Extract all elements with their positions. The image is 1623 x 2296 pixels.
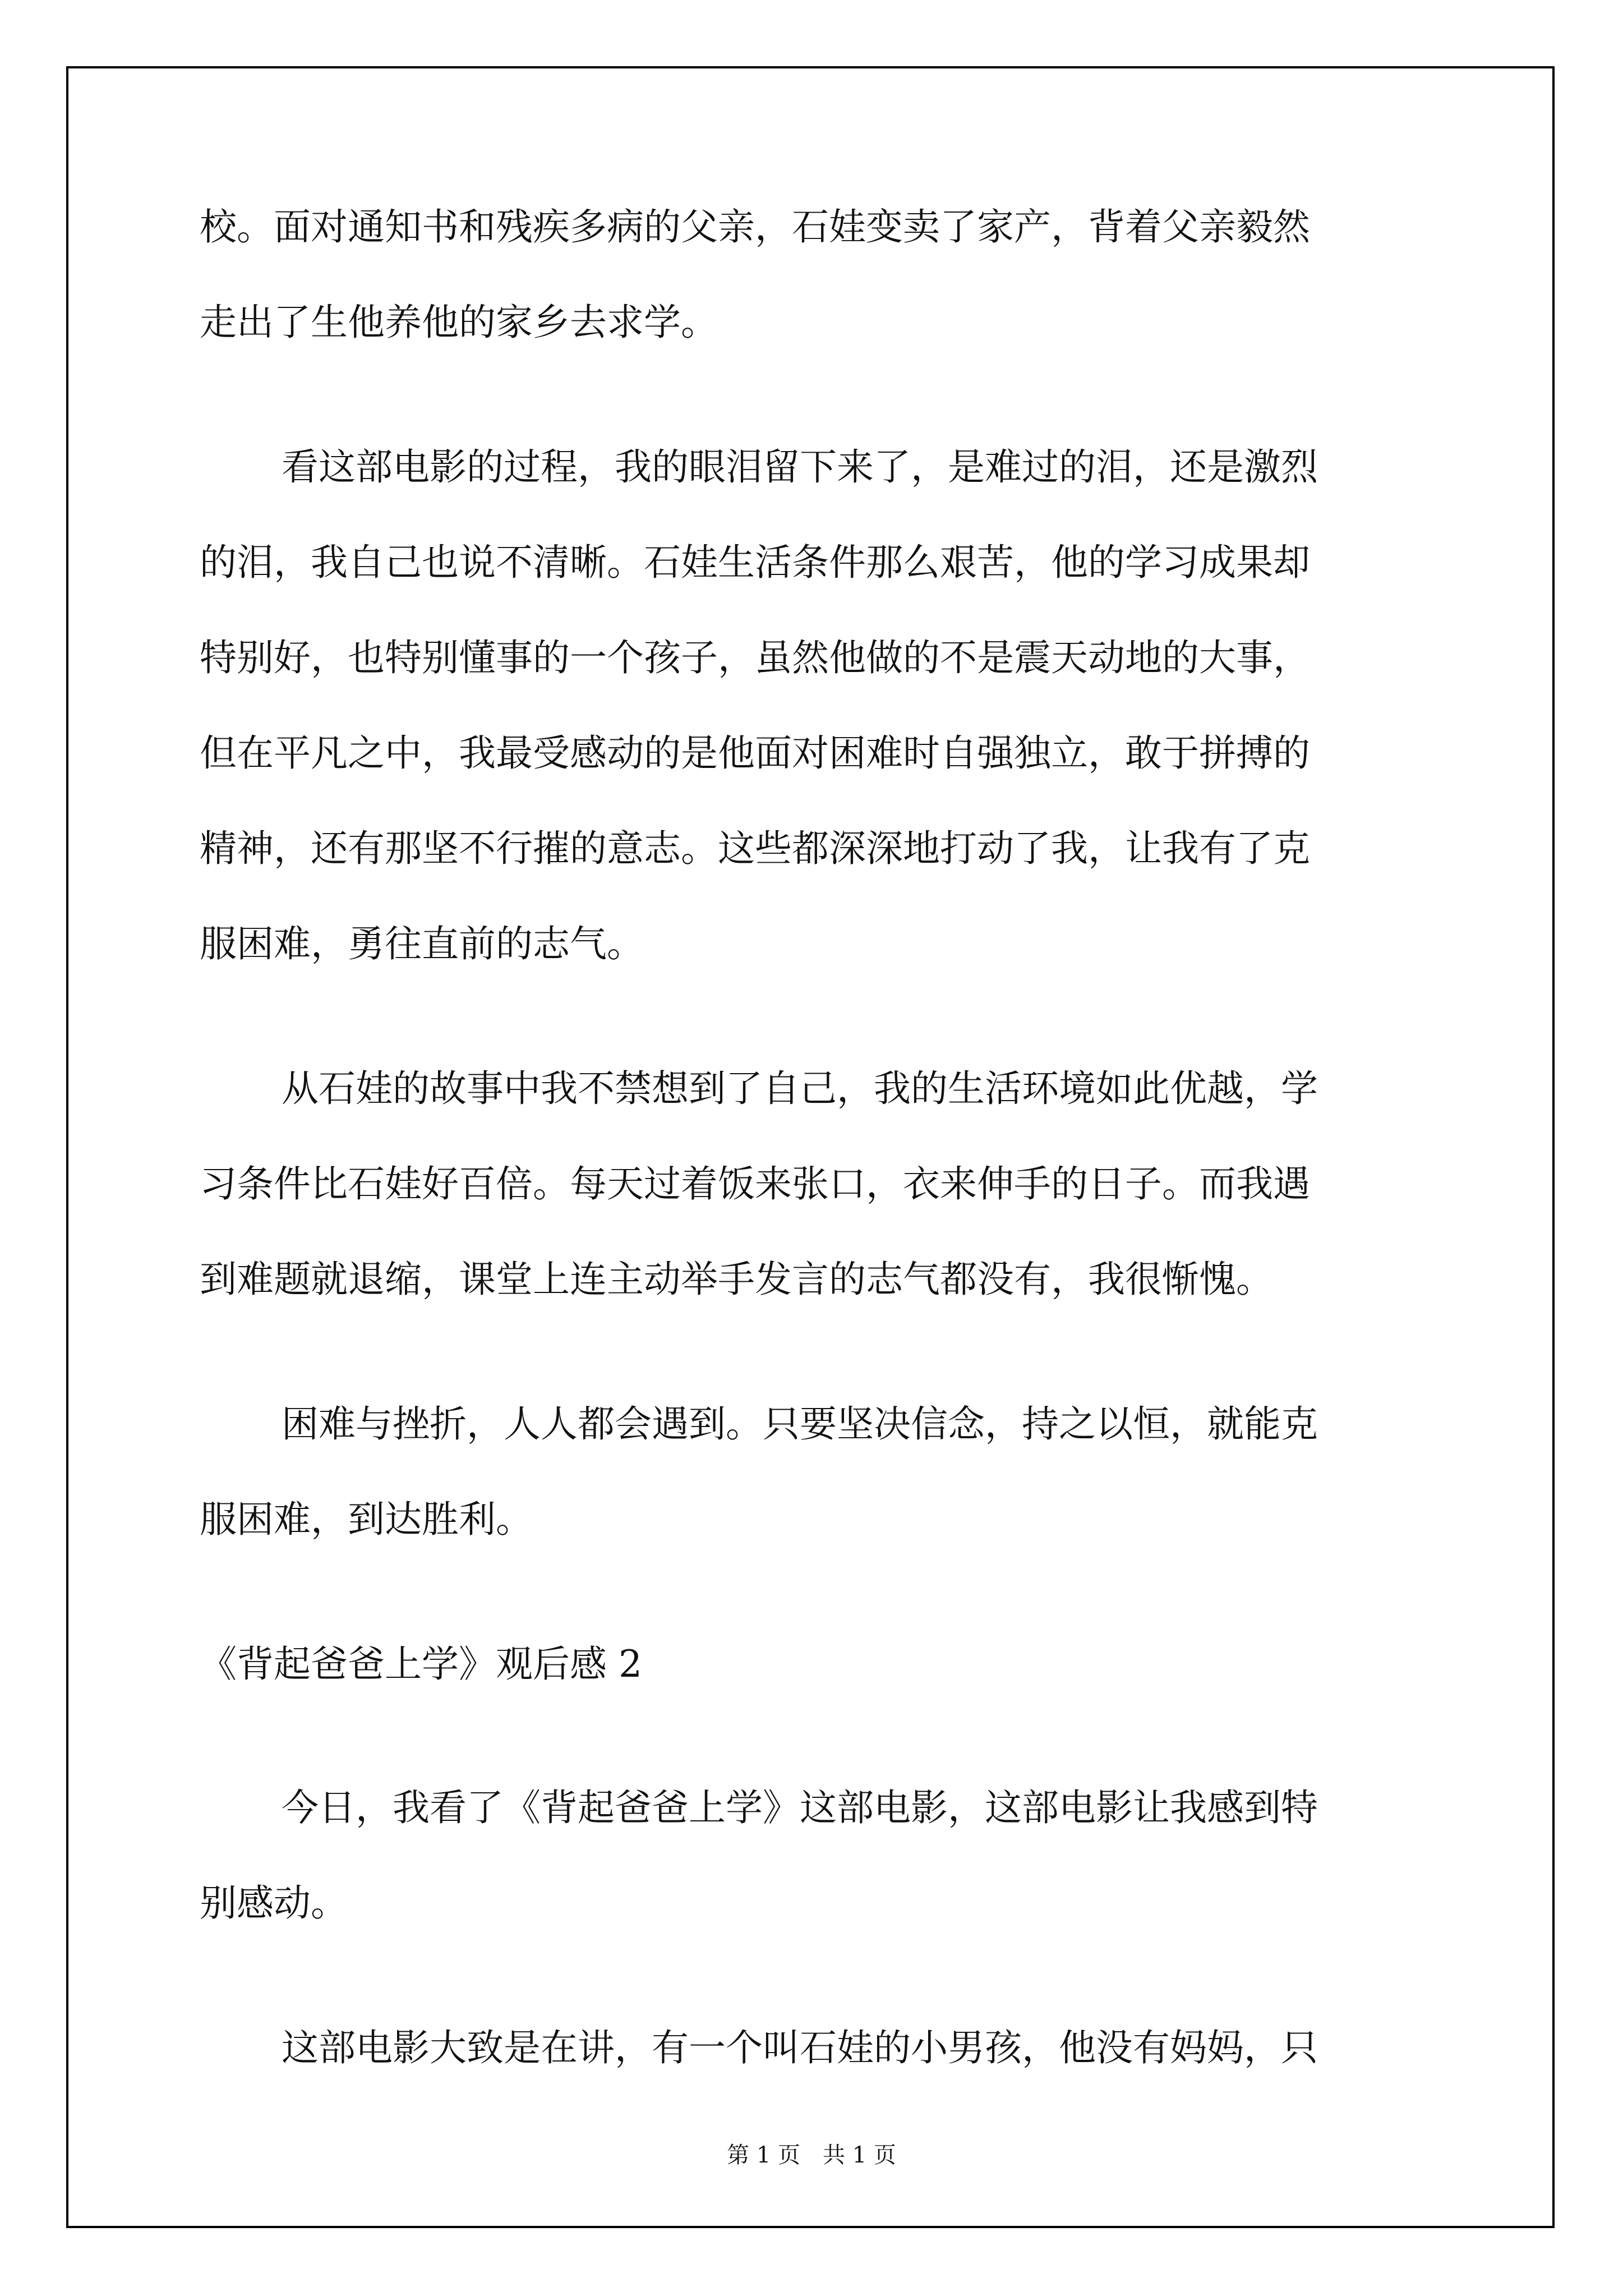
paragraph-line: 特别好，也特别懂事的一个孩子，虽然他做的不是震天动地的大事， bbox=[200, 636, 1310, 679]
paragraph-line: 看这部电影的过程，我的眼泪留下来了，是难过的泪，还是激烈 bbox=[282, 445, 1318, 489]
paragraph-line: 服困难，勇往直前的志气。 bbox=[200, 922, 644, 965]
paragraph-line: 从石娃的故事中我不禁想到了自己，我的生活环境如此优越，学 bbox=[282, 1067, 1318, 1110]
paragraph-line: 服困难，到达胜利。 bbox=[200, 1498, 533, 1541]
section-heading: 《背起爸爸上学》观后感 2 bbox=[200, 1642, 642, 1686]
paragraph-line: 精神，还有那坚不行摧的意志。这些都深深地打动了我，让我有了克 bbox=[200, 827, 1310, 870]
paragraph-line: 别感动。 bbox=[200, 1881, 348, 1925]
paragraph-line: 到难题就退缩，课堂上连主动举手发言的志气都没有，我很惭愧。 bbox=[200, 1258, 1273, 1301]
paragraph-line: 困难与挫折，人人都会遇到。只要坚决信念，持之以恒，就能克 bbox=[282, 1402, 1318, 1446]
paragraph-line: 的泪，我自己也说不清晰。石娃生活条件那么艰苦，他的学习成果却 bbox=[200, 541, 1310, 584]
paragraph-line: 但在平凡之中，我最受感动的是他面对困难时自强独立，敢于拼搏的 bbox=[200, 731, 1310, 775]
paragraph-line: 今日，我看了《背起爸爸上学》这部电影，这部电影让我感到特 bbox=[282, 1786, 1318, 1829]
paragraph-line: 校。面对通知书和残疾多病的父亲，石娃变卖了家产，背着父亲毅然 bbox=[200, 205, 1310, 249]
paragraph-line: 习条件比石娃好百倍。每天过着饭来张口，衣来伸手的日子。而我遇 bbox=[200, 1162, 1310, 1205]
page-number-footer: 第 1 页 共 1 页 bbox=[727, 2142, 896, 2168]
paragraph-line: 走出了生他养他的家乡去求学。 bbox=[200, 301, 718, 344]
paragraph-line: 这部电影大致是在讲，有一个叫石娃的小男孩，他没有妈妈，只 bbox=[282, 2026, 1318, 2069]
